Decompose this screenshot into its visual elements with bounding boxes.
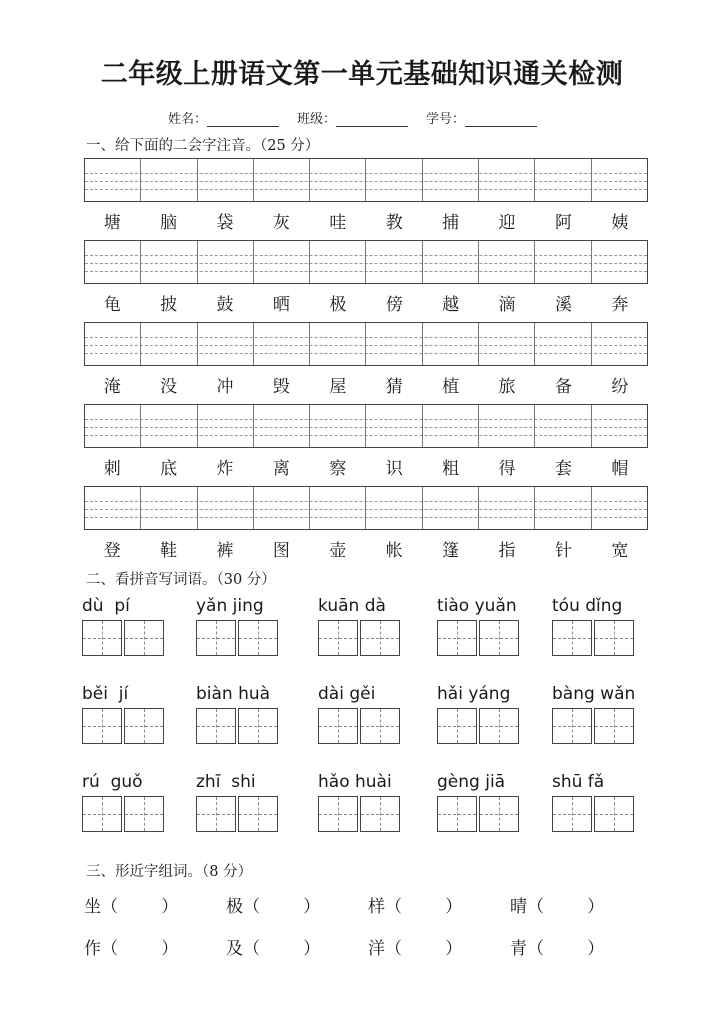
character: 帐 <box>385 541 403 561</box>
pinyin-cell[interactable] <box>366 405 422 447</box>
pinyin-cell[interactable] <box>198 241 254 283</box>
writing-box-pair <box>196 796 280 832</box>
character: 粗 <box>442 459 460 479</box>
pinyin-cell[interactable] <box>85 487 141 529</box>
character: 旅 <box>498 377 516 397</box>
word-pinyin: tiào yuǎn <box>437 596 517 616</box>
character: 刺 <box>103 459 121 479</box>
pinyin-grid-row[interactable] <box>84 486 648 530</box>
word-item <box>196 684 280 744</box>
pinyin-cell[interactable] <box>479 323 535 365</box>
pinyin-cell[interactable] <box>423 323 479 365</box>
class-label: 班级： <box>297 112 337 127</box>
writing-box-pair <box>318 620 402 656</box>
pinyin-cell[interactable] <box>254 241 310 283</box>
pinyin-cell[interactable] <box>254 159 310 201</box>
word-item <box>82 772 166 832</box>
character: 屋 <box>329 377 347 397</box>
character: 奔 <box>611 295 629 315</box>
word-pinyin: hǎi yáng <box>437 684 511 704</box>
pinyin-cell[interactable] <box>535 323 591 365</box>
tianzige-box[interactable] <box>479 708 519 744</box>
writing-box-pair <box>82 620 166 656</box>
tianzige-box[interactable] <box>479 620 519 656</box>
pinyin-cell[interactable] <box>423 405 479 447</box>
tianzige-box[interactable] <box>238 796 278 832</box>
section1-title: 一、给下面的二会字注音。（25 分） <box>86 138 320 154</box>
character: 傍 <box>385 295 403 315</box>
character: 捕 <box>442 213 460 233</box>
character: 溪 <box>554 295 572 315</box>
similar-char-item[interactable]: 晴（ ） <box>510 897 605 917</box>
tianzige-box[interactable] <box>238 620 278 656</box>
character: 针 <box>554 541 572 561</box>
word-pinyin: dài gěi <box>318 684 376 704</box>
word-pinyin: tóu dǐng <box>552 596 623 616</box>
pinyin-cell[interactable] <box>141 487 197 529</box>
pinyin-cell[interactable] <box>479 159 535 201</box>
name-label: 姓名： <box>168 112 208 127</box>
word-pinyin: kuān dà <box>318 596 386 616</box>
similar-char-item[interactable]: 样（ ） <box>368 897 463 917</box>
character: 哇 <box>329 213 347 233</box>
tianzige-box[interactable] <box>360 708 400 744</box>
character: 滴 <box>498 295 516 315</box>
word-pinyin: rú guǒ <box>82 772 143 792</box>
word-item <box>82 596 166 656</box>
similar-char-item[interactable]: 坐（ ） <box>84 897 179 917</box>
pinyin-cell[interactable] <box>479 487 535 529</box>
character-row <box>84 536 648 561</box>
tianzige-box[interactable] <box>552 708 592 744</box>
tianzige-box[interactable] <box>594 620 634 656</box>
tianzige-box[interactable] <box>318 796 358 832</box>
writing-box-pair <box>318 796 402 832</box>
pinyin-cell[interactable] <box>85 323 141 365</box>
pinyin-cell[interactable] <box>141 241 197 283</box>
pinyin-cell[interactable] <box>592 405 647 447</box>
pinyin-grid-row[interactable] <box>84 404 648 448</box>
pinyin-cell[interactable] <box>535 405 591 447</box>
pinyin-cell[interactable] <box>310 405 366 447</box>
word-pinyin: biàn huà <box>196 684 271 704</box>
character: 淹 <box>103 377 121 397</box>
word-pinyin: dù pí <box>82 596 130 616</box>
tianzige-box[interactable] <box>479 796 519 832</box>
pinyin-cell[interactable] <box>141 159 197 201</box>
pinyin-cell[interactable] <box>479 241 535 283</box>
tianzige-box[interactable] <box>552 620 592 656</box>
character: 裤 <box>216 541 234 561</box>
tianzige-box[interactable] <box>594 796 634 832</box>
character: 姨 <box>611 213 629 233</box>
tianzige-box[interactable] <box>196 708 236 744</box>
word-item <box>82 684 166 744</box>
word-item <box>196 772 280 832</box>
word-item <box>552 772 636 832</box>
tianzige-box[interactable] <box>82 620 122 656</box>
similar-char-item[interactable]: 及（ ） <box>226 939 321 959</box>
word-item <box>437 772 521 832</box>
word-item <box>196 596 280 656</box>
character: 鼓 <box>216 295 234 315</box>
character-row <box>84 454 648 479</box>
class-field[interactable] <box>297 108 408 127</box>
pinyin-cell[interactable] <box>535 241 591 283</box>
tianzige-box[interactable] <box>124 708 164 744</box>
pinyin-grid-row[interactable] <box>84 240 648 284</box>
character: 篷 <box>442 541 460 561</box>
similar-char-item[interactable]: 洋（ ） <box>368 939 463 959</box>
word-pinyin: hǎo huài <box>318 772 392 792</box>
character: 备 <box>554 377 572 397</box>
character: 晒 <box>272 295 290 315</box>
tianzige-box[interactable] <box>196 796 236 832</box>
pinyin-cell[interactable] <box>198 405 254 447</box>
word-pinyin: yǎn jing <box>196 596 264 616</box>
writing-box-pair <box>82 796 166 832</box>
character: 迎 <box>498 213 516 233</box>
writing-box-pair <box>437 708 521 744</box>
character: 得 <box>498 459 516 479</box>
character: 鞋 <box>160 541 178 561</box>
writing-box-pair <box>82 708 166 744</box>
word-item <box>318 596 402 656</box>
pinyin-cell[interactable] <box>310 487 366 529</box>
word-pinyin: shū fǎ <box>552 772 605 792</box>
similar-char-row <box>84 892 652 917</box>
pinyin-cell[interactable] <box>198 323 254 365</box>
tianzige-box[interactable] <box>360 796 400 832</box>
name-field[interactable] <box>168 108 279 127</box>
pinyin-cell[interactable] <box>254 487 310 529</box>
tianzige-box[interactable] <box>82 796 122 832</box>
pinyin-cell[interactable] <box>592 323 647 365</box>
character: 帽 <box>611 459 629 479</box>
word-item <box>437 684 521 744</box>
character: 教 <box>385 213 403 233</box>
pinyin-cell[interactable] <box>535 159 591 201</box>
pinyin-cell[interactable] <box>85 241 141 283</box>
pinyin-cell[interactable] <box>198 487 254 529</box>
pinyin-cell[interactable] <box>366 241 422 283</box>
tianzige-box[interactable] <box>318 708 358 744</box>
pinyin-grid-row[interactable] <box>84 322 648 366</box>
name-blank[interactable] <box>207 112 279 127</box>
tianzige-box[interactable] <box>318 620 358 656</box>
id-blank[interactable] <box>465 112 537 127</box>
word-pinyin: bàng wǎn <box>552 684 636 704</box>
character: 披 <box>160 295 178 315</box>
character: 壶 <box>329 541 347 561</box>
pinyin-cell[interactable] <box>423 241 479 283</box>
character: 灰 <box>272 213 290 233</box>
character: 登 <box>103 541 121 561</box>
tianzige-box[interactable] <box>196 620 236 656</box>
character-row <box>84 290 648 315</box>
character: 袋 <box>216 213 234 233</box>
character: 炸 <box>216 459 234 479</box>
pinyin-cell[interactable] <box>535 487 591 529</box>
tianzige-box[interactable] <box>82 708 122 744</box>
writing-box-pair <box>552 708 636 744</box>
word-item <box>437 596 521 656</box>
pinyin-cell[interactable] <box>141 323 197 365</box>
writing-box-pair <box>552 620 636 656</box>
word-item <box>318 684 402 744</box>
tianzige-box[interactable] <box>360 620 400 656</box>
pinyin-cell[interactable] <box>310 323 366 365</box>
character: 底 <box>160 459 178 479</box>
character-row <box>84 208 648 233</box>
tianzige-box[interactable] <box>594 708 634 744</box>
class-blank[interactable] <box>336 112 408 127</box>
section3-title: 三、形近字组词。（8 分） <box>86 864 253 880</box>
similar-char-item[interactable]: 极（ ） <box>226 897 321 917</box>
pinyin-cell[interactable] <box>592 159 647 201</box>
character: 察 <box>329 459 347 479</box>
page-title: 二年级上册语文第一单元基础知识通关检测 <box>100 59 624 90</box>
character: 没 <box>160 377 178 397</box>
word-item <box>552 596 636 656</box>
character: 猜 <box>385 377 403 397</box>
character: 套 <box>554 459 572 479</box>
tianzige-box[interactable] <box>437 796 477 832</box>
tianzige-box[interactable] <box>124 796 164 832</box>
word-pinyin: gèng jiā <box>437 772 506 792</box>
word-pinyin: běi jí <box>82 684 129 704</box>
character-row <box>84 372 648 397</box>
tianzige-box[interactable] <box>238 708 278 744</box>
tianzige-box[interactable] <box>437 708 477 744</box>
pinyin-cell[interactable] <box>366 323 422 365</box>
pinyin-cell[interactable] <box>254 405 310 447</box>
writing-box-pair <box>196 708 280 744</box>
pinyin-cell[interactable] <box>310 241 366 283</box>
pinyin-cell[interactable] <box>198 159 254 201</box>
character: 指 <box>498 541 516 561</box>
character: 毁 <box>272 377 290 397</box>
character: 阿 <box>554 213 572 233</box>
pinyin-cell[interactable] <box>85 159 141 201</box>
character: 识 <box>385 459 403 479</box>
tianzige-box[interactable] <box>437 620 477 656</box>
word-item <box>552 684 636 744</box>
character: 塘 <box>103 213 121 233</box>
pinyin-cell[interactable] <box>366 487 422 529</box>
character: 宽 <box>611 541 629 561</box>
pinyin-cell[interactable] <box>423 487 479 529</box>
character: 越 <box>442 295 460 315</box>
id-field[interactable] <box>426 108 537 127</box>
pinyin-cell[interactable] <box>85 405 141 447</box>
pinyin-cell[interactable] <box>592 241 647 283</box>
writing-box-pair <box>196 620 280 656</box>
id-label: 学号： <box>426 112 466 127</box>
pinyin-cell[interactable] <box>310 159 366 201</box>
section2-title: 二、看拼音写词语。（30 分） <box>86 572 276 588</box>
similar-char-item[interactable]: 青（ ） <box>510 939 605 959</box>
word-pinyin: zhī shi <box>196 772 256 792</box>
pinyin-cell[interactable] <box>423 159 479 201</box>
character: 纷 <box>611 377 629 397</box>
writing-box-pair <box>318 708 402 744</box>
student-info-line <box>168 108 537 127</box>
character: 图 <box>272 541 290 561</box>
character: 极 <box>329 295 347 315</box>
pinyin-cell[interactable] <box>592 487 647 529</box>
pinyin-cell[interactable] <box>254 323 310 365</box>
writing-box-pair <box>437 796 521 832</box>
pinyin-cell[interactable] <box>141 405 197 447</box>
character: 离 <box>272 459 290 479</box>
word-item <box>318 772 402 832</box>
writing-box-pair <box>437 620 521 656</box>
similar-char-row <box>84 934 652 959</box>
pinyin-cell[interactable] <box>479 405 535 447</box>
character: 龟 <box>103 295 121 315</box>
tianzige-box[interactable] <box>552 796 592 832</box>
pinyin-cell[interactable] <box>366 159 422 201</box>
tianzige-box[interactable] <box>124 620 164 656</box>
similar-char-item[interactable]: 作（ ） <box>84 939 179 959</box>
writing-box-pair <box>552 796 636 832</box>
pinyin-grid-row[interactable] <box>84 158 648 202</box>
character: 植 <box>442 377 460 397</box>
character: 冲 <box>216 377 234 397</box>
character: 脑 <box>160 213 178 233</box>
